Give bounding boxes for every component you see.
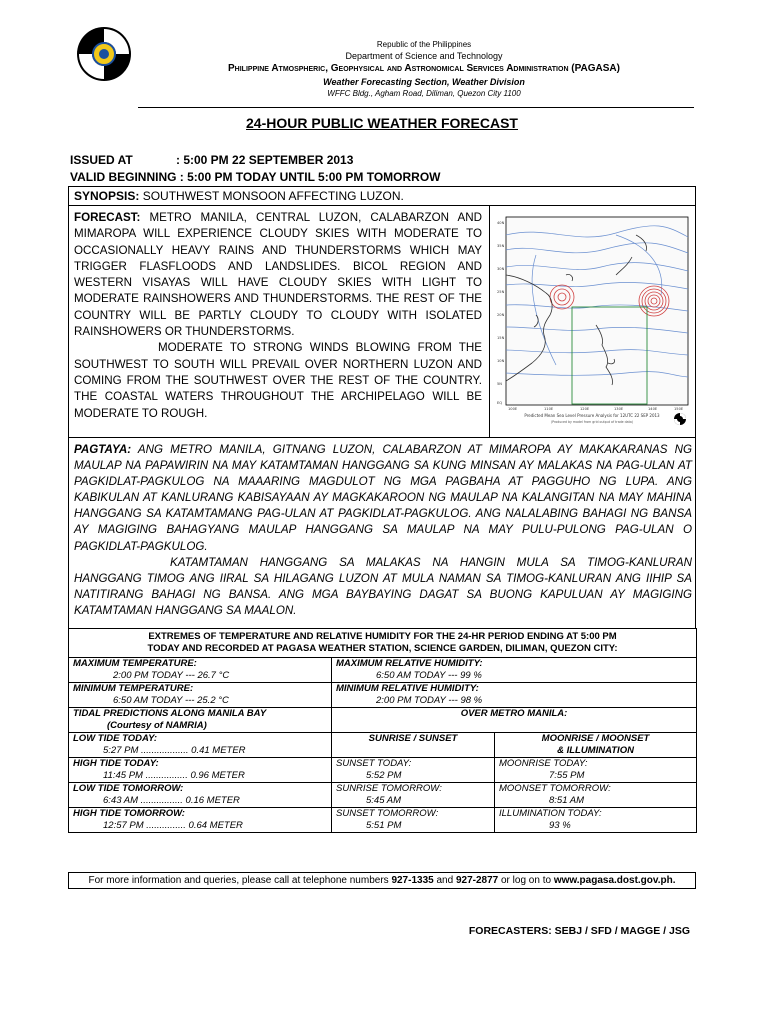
forecast-paragraph-2: MODERATE TO STRONG WINDS BLOWING FROM THE SOUTHWEST TO SOUTH WILL PREVAIL OVER NORTHERN LUZON AND COMING FROM THE SOUTHWEST OVER THE REST OF THE COUNTRY. THE COASTAL WATERS THROUGHOUT THE ARCHIPELAGO WILL BE MODERATE TO ROUGH.	[74, 341, 482, 420]
valid-line: VALID BEGINNING : 5:00 PM TODAY UNTIL 5:00 PM TOMORROW	[70, 170, 441, 184]
forecasters: FORECASTERS: SEBJ / SFD / MAGGE / JSG	[468, 925, 690, 937]
illumination-value: 93 %	[549, 820, 571, 831]
phone-number-2: 927-2877	[455, 875, 499, 886]
max-rh-value: 6:50 AM TODAY --- 99 %	[376, 670, 482, 681]
svg-text:25N: 25N	[497, 290, 505, 294]
website-link[interactable]: www.pagasa.dost.gov.ph.	[553, 875, 676, 886]
low-tide-today-value: 5:27 PM .................. 0.41 METER	[103, 745, 246, 756]
pressure-analysis-map	[496, 215, 692, 435]
divider	[69, 437, 695, 438]
forecast-paragraph-1: METRO MANILA, CENTRAL LUZON, CALABARZON AND MIMAROPA WILL EXPERIENCE CLOUDY SKIES WITH MODERATE TO OCCASIONALLY HEAVY RAINS AND THUNDERSTORMS WHICH MAY TRIGGER FLASFLOODS AND LANDSLIDES. BICOL REGION AND WESTERN VISAYAS WILL HAVE CLOUDY SKIES WITH LIGHT TO MODERATE RAINSHOWERS AND THUNDERSTORMS. THE REST OF THE COUNTRY WILL BE PARTLY CLOUDY TO CLOUDY WITH ISOLATED RAINSHOWERS OR THUNDERSTORMS.	[74, 211, 482, 339]
svg-text:20N: 20N	[497, 313, 505, 317]
tidal-heading: TIDAL PREDICTIONS ALONG MANILA BAY	[73, 708, 267, 719]
moon-heading	[495, 733, 697, 758]
map-caption-sub: (Produced by model from grid output of trade data)	[550, 420, 634, 424]
synopsis	[74, 189, 404, 203]
forecast-box	[68, 186, 696, 629]
phone-number-1: 927-1335	[391, 875, 434, 886]
extremes-table	[68, 628, 697, 833]
sunrise-tomorrow-value: 5:45 AM	[366, 795, 402, 806]
max-temp-cell	[69, 658, 332, 683]
info-text: For more information and queries, please call at telephone numbers	[88, 875, 392, 886]
pagtaya-paragraph-2: KATAMTAMAN HANGGANG SA MALAKAS NA HANGIN MULA SA TIMOG-KANLURAN HANGGANG TIMOG ANG IIRAL SA HILAGANG LUZON AT MULA NAMAN SA TIMOG-KANLURAN ANG IIHIP SA NATITIRANG BAHAGI NG BANSA. ANG MGA BAYBAYING DAGAT SA BUONG KAPULUAN AY MAGIGING KATAMTAMAN HANGGANG SA MAALON.	[74, 555, 692, 617]
forecast-filipino	[74, 442, 692, 619]
moonset-label: MOONSET TOMORROW:	[499, 783, 611, 794]
illumination-label: ILLUMINATION TODAY:	[499, 808, 602, 819]
sunset-tomorrow-cell	[332, 808, 495, 833]
svg-text:110E: 110E	[544, 407, 554, 411]
pagtaya-label: PAGTAYA:	[74, 443, 132, 456]
min-temp-cell	[69, 683, 332, 708]
info-and: and	[433, 875, 456, 886]
svg-text:10N: 10N	[497, 359, 505, 363]
min-temp-value: 6:50 AM TODAY --- 25.2 °C	[113, 695, 229, 706]
illumination-cell	[495, 808, 697, 833]
svg-text:140E: 140E	[648, 407, 658, 411]
extremes-heading	[69, 629, 697, 658]
page-title: 24-HOUR PUBLIC WEATHER FORECAST	[246, 115, 518, 131]
moonrise-cell	[495, 758, 697, 783]
map-caption: Predicted Mean Sea Level Pressure Analysis for 12UTC 22 SEP 2013	[524, 413, 660, 418]
issued-value: : 5:00 PM 22 SEPTEMBER 2013	[176, 153, 354, 167]
svg-text:15N: 15N	[497, 336, 505, 340]
header-department: Department of Science and Technology	[345, 51, 503, 61]
moon-heading-line2: & ILLUMINATION	[557, 745, 634, 756]
high-tide-tomorrow-label: HIGH TIDE TOMORROW:	[73, 808, 185, 819]
synopsis-text: SOUTHWEST MONSOON AFFECTING LUZON.	[142, 189, 404, 203]
issued-line	[70, 153, 353, 167]
low-tide-today-cell	[69, 733, 332, 758]
sunrise-tomorrow-cell	[332, 783, 495, 808]
sunset-today-label: SUNSET TODAY:	[336, 758, 412, 769]
min-rh-value: 2:00 PM TODAY --- 98 %	[376, 695, 483, 706]
max-temp-label: MAXIMUM TEMPERATURE:	[73, 658, 197, 669]
sunset-today-value: 5:52 PM	[366, 770, 402, 781]
extremes-heading-line1: EXTREMES OF TEMPERATURE AND RELATIVE HUMIDITY FOR THE 24-HR PERIOD ENDING AT 5:00 PM	[148, 631, 617, 642]
forecast-english	[74, 210, 482, 422]
extremes-heading-line2: TODAY AND RECORDED AT PAGASA WEATHER STATION, SCIENCE GARDEN, DILIMAN, QUEZON CITY:	[147, 643, 618, 654]
low-tide-tomorrow-cell	[69, 783, 332, 808]
svg-text:100E: 100E	[508, 407, 518, 411]
moon-heading-line1: MOONRISE / MOONSET	[541, 733, 650, 744]
forecast-label: FORECAST:	[74, 211, 141, 224]
sunset-tomorrow-value: 5:51 PM	[366, 820, 402, 831]
header-address: WFFC Bldg., Agham Road, Diliman, Quezon City 1100	[327, 89, 521, 98]
info-text-mid: or log on to	[498, 875, 554, 886]
sun-heading: SUNRISE / SUNSET	[332, 733, 495, 758]
high-tide-tomorrow-value: 12:57 PM ............... 0.64 METER	[103, 820, 243, 831]
divider	[489, 205, 490, 437]
high-tide-today-cell	[69, 758, 332, 783]
header-republic: Republic of the Philippines	[376, 40, 472, 49]
svg-text:120E: 120E	[580, 407, 590, 411]
moonset-value: 8:51 AM	[549, 795, 585, 806]
divider	[69, 205, 695, 206]
issued-label: ISSUED AT	[70, 153, 133, 167]
header-agency: Philippine Atmospheric, Geophysical and Astronomical Services Administration (PAGASA)	[228, 63, 620, 74]
min-rh-label: MINIMUM RELATIVE HUMIDITY:	[336, 683, 479, 694]
max-temp-value: 2:00 PM TODAY --- 26.7 °C	[113, 670, 230, 681]
sunset-tomorrow-label: SUNSET TOMORROW:	[336, 808, 439, 819]
min-rh-cell	[332, 683, 697, 708]
pagasa-logo	[76, 26, 132, 82]
info-box	[68, 872, 696, 889]
tidal-courtesy: (Courtesy of NAMRIA)	[107, 720, 207, 731]
sunset-today-cell	[332, 758, 495, 783]
header-divider	[138, 107, 694, 108]
moonrise-label: MOONRISE TODAY:	[499, 758, 588, 769]
low-tide-today-label: LOW TIDE TODAY:	[73, 733, 158, 744]
svg-text:35N: 35N	[497, 244, 505, 248]
moonrise-value: 7:55 PM	[549, 770, 585, 781]
svg-text:EQ: EQ	[497, 401, 503, 405]
svg-text:5N: 5N	[497, 382, 502, 386]
low-tide-tomorrow-label: LOW TIDE TOMORROW:	[73, 783, 184, 794]
sunrise-tomorrow-label: SUNRISE TOMORROW:	[336, 783, 442, 794]
header-section: Weather Forecasting Section, Weather Division	[323, 77, 525, 87]
max-rh-cell	[332, 658, 697, 683]
max-rh-label: MAXIMUM RELATIVE HUMIDITY:	[336, 658, 483, 669]
svg-text:150E: 150E	[674, 407, 684, 411]
over-metro-heading: OVER METRO MANILA:	[332, 708, 697, 733]
min-temp-label: MINIMUM TEMPERATURE:	[73, 683, 194, 694]
synopsis-label: SYNOPSIS:	[74, 189, 140, 203]
svg-text:130E: 130E	[614, 407, 624, 411]
moonset-cell	[495, 783, 697, 808]
high-tide-tomorrow-cell	[69, 808, 332, 833]
svg-text:30N: 30N	[497, 267, 505, 271]
high-tide-today-label: HIGH TIDE TODAY:	[73, 758, 159, 769]
high-tide-today-value: 11:45 PM ................ 0.96 METER	[103, 770, 245, 781]
tidal-heading-cell	[69, 708, 332, 733]
svg-text:40N: 40N	[497, 221, 505, 225]
pagtaya-paragraph-1: ANG METRO MANILA, GITNANG LUZON, CALABARZON AT MIMAROPA AY MAKAKARANAS NG MAULAP NA PAPAWIRIN NA MAY KATAMTAMAN HANGGANG SA KUNG MINSAN AY MALAKAS NA PAG-ULAN AT PAGKIDLAT-PAGKULOG NA MAAARING MAGDULOT NG MGA PAGBAHA AT PAGGUHO NG LUPA. ANG KABIKULAN AT KANLURANG KABISAYAAN AY MAGKAKAROON NG MAULAP NA KALANGITAN NA MAY MAHINA HANGGANG SA KATAMTAMANG PAG-ULAN AT PAGKIDLAT-PAGKULOG. ANG NALALABING BAHAGI NG BANSA AY MAGIGING BAHAGYANG MAULAP HANGGANG SA MAULAP NA MAY PULU-PULONG PAG-ULAN O PAGKIDLAT-PAGKULOG.	[74, 443, 692, 553]
low-tide-tomorrow-value: 6:43 AM ................ 0.16 METER	[103, 795, 240, 806]
